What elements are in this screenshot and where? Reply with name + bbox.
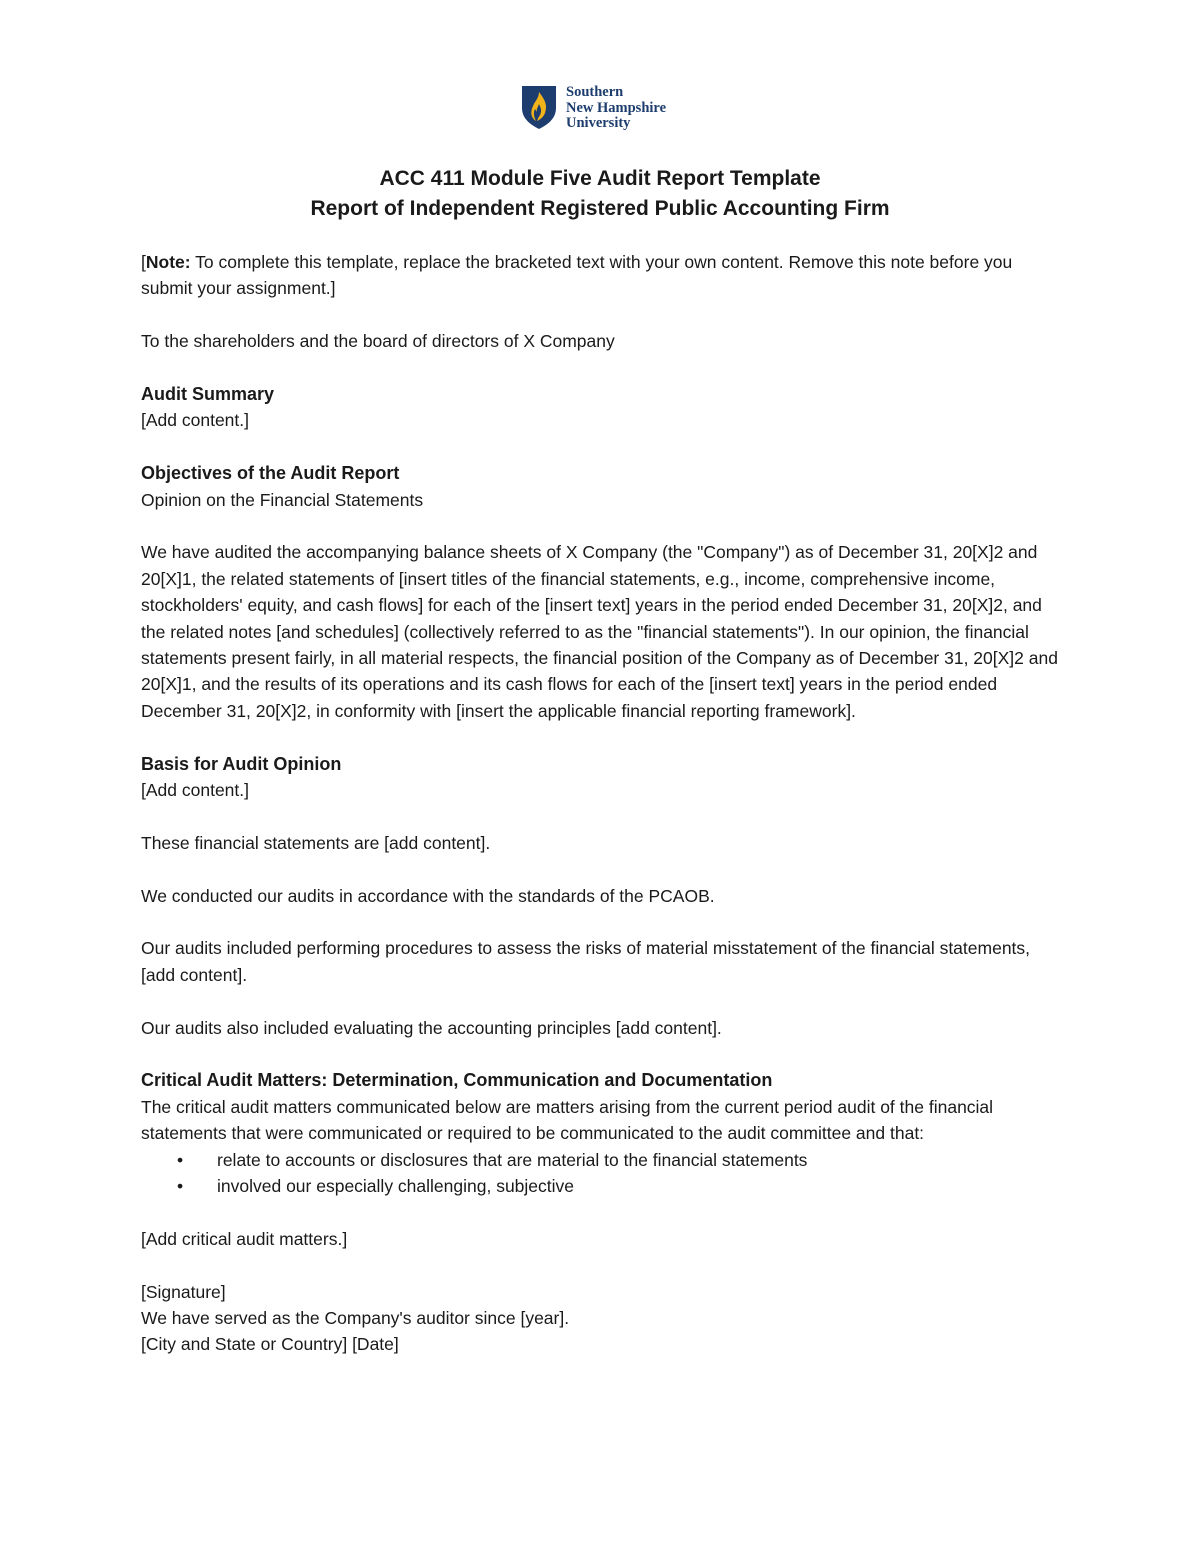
basis-heading: Basis for Audit Opinion (141, 753, 342, 774)
critical-placeholder: [Add critical audit matters.] (141, 1228, 348, 1249)
bullet-icon: • (177, 1176, 184, 1197)
logo-line-3: University (566, 115, 631, 131)
logo-wordmark (566, 85, 666, 132)
list-item (141, 1173, 1066, 1199)
document-title (0, 164, 1200, 224)
note-bracket: [ (141, 252, 146, 272)
critical-intro: The critical audit matters communicated below are matters arising from the current period audit of the financial statements that were communicated or required to be communicated to the audit committee and that: (141, 1096, 994, 1144)
template-note (141, 249, 1066, 302)
university-logo (520, 84, 666, 132)
signature: [Signature] (141, 1281, 226, 1302)
objectives-heading: Objectives of the Audit Report (141, 463, 400, 484)
basis-paragraph-2: We conducted our audits in accordance with the standards of the PCAOB. (141, 885, 715, 906)
basis-paragraph-1: These financial statements are [add content]. (141, 832, 491, 853)
title-line-2: Report of Independent Registered Public Accounting Firm (310, 197, 890, 220)
bullet-text: relate to accounts or disclosures that are material to the financial statements (217, 1149, 808, 1170)
bullet-icon: • (177, 1149, 184, 1170)
logo-line-2: New Hampshire (566, 99, 667, 116)
shield-flame-logo-icon (520, 84, 558, 130)
basis-paragraph-4: Our audits also included evaluating the accounting principles [add content]. (141, 1017, 722, 1038)
opinion-paragraph: We have audited the accompanying balance sheets of X Company (the "Company") as of December 31, 20[X]2 and 20[X]1, the related statements of [insert titles of the financial statements, e.g., income, comprehensive income, stockholders' equity, and cash flows] for each of the [insert text] years in the period ended December 31, 20[X]2, and the related notes [and schedules] (collectively referred to as the "financial statements"). In our opinion, the financial statements present fairly, in all material respects, the financial position of the Company as of December 31, 20[X]2 and 20[X]1, and the results of its operations and its cash flows for each of the [insert text] years in the period ended December 31, 20[X]2, in conformity with [insert the applicable financial reporting framework]. (141, 542, 1058, 721)
bullet-text: involved our especially challenging, subjective (217, 1176, 575, 1197)
auditor-since: We have served as the Company's auditor since [year]. (141, 1308, 570, 1329)
audit-summary-body: [Add content.] (141, 410, 249, 431)
note-text: To complete this template, replace the bracketed text with your own content. Remove this note before you submit your assignment.] (141, 252, 1013, 299)
audit-summary-heading: Audit Summary (141, 384, 275, 404)
basis-paragraph-3: Our audits included performing procedures to assess the risks of material misstatement of the financial statements, [add content]. (141, 938, 1031, 985)
location-date: [City and State or Country] [Date] (141, 1334, 399, 1355)
title-line-1: ACC 411 Module Five Audit Report Template (379, 167, 821, 190)
objectives-subheading: Opinion on the Financial Statements (141, 489, 424, 510)
critical-bullet-list (141, 1147, 1066, 1200)
list-item (141, 1147, 1066, 1173)
critical-heading: Critical Audit Matters: Determination, Communication and Documentation (141, 1070, 773, 1091)
basis-body: [Add content.] (141, 780, 249, 801)
addressee: To the shareholders and the board of directors of X Company (141, 331, 615, 352)
document-body (141, 249, 1066, 1358)
logo-line-1: Southern (566, 84, 624, 100)
note-label: Note: (145, 252, 191, 272)
